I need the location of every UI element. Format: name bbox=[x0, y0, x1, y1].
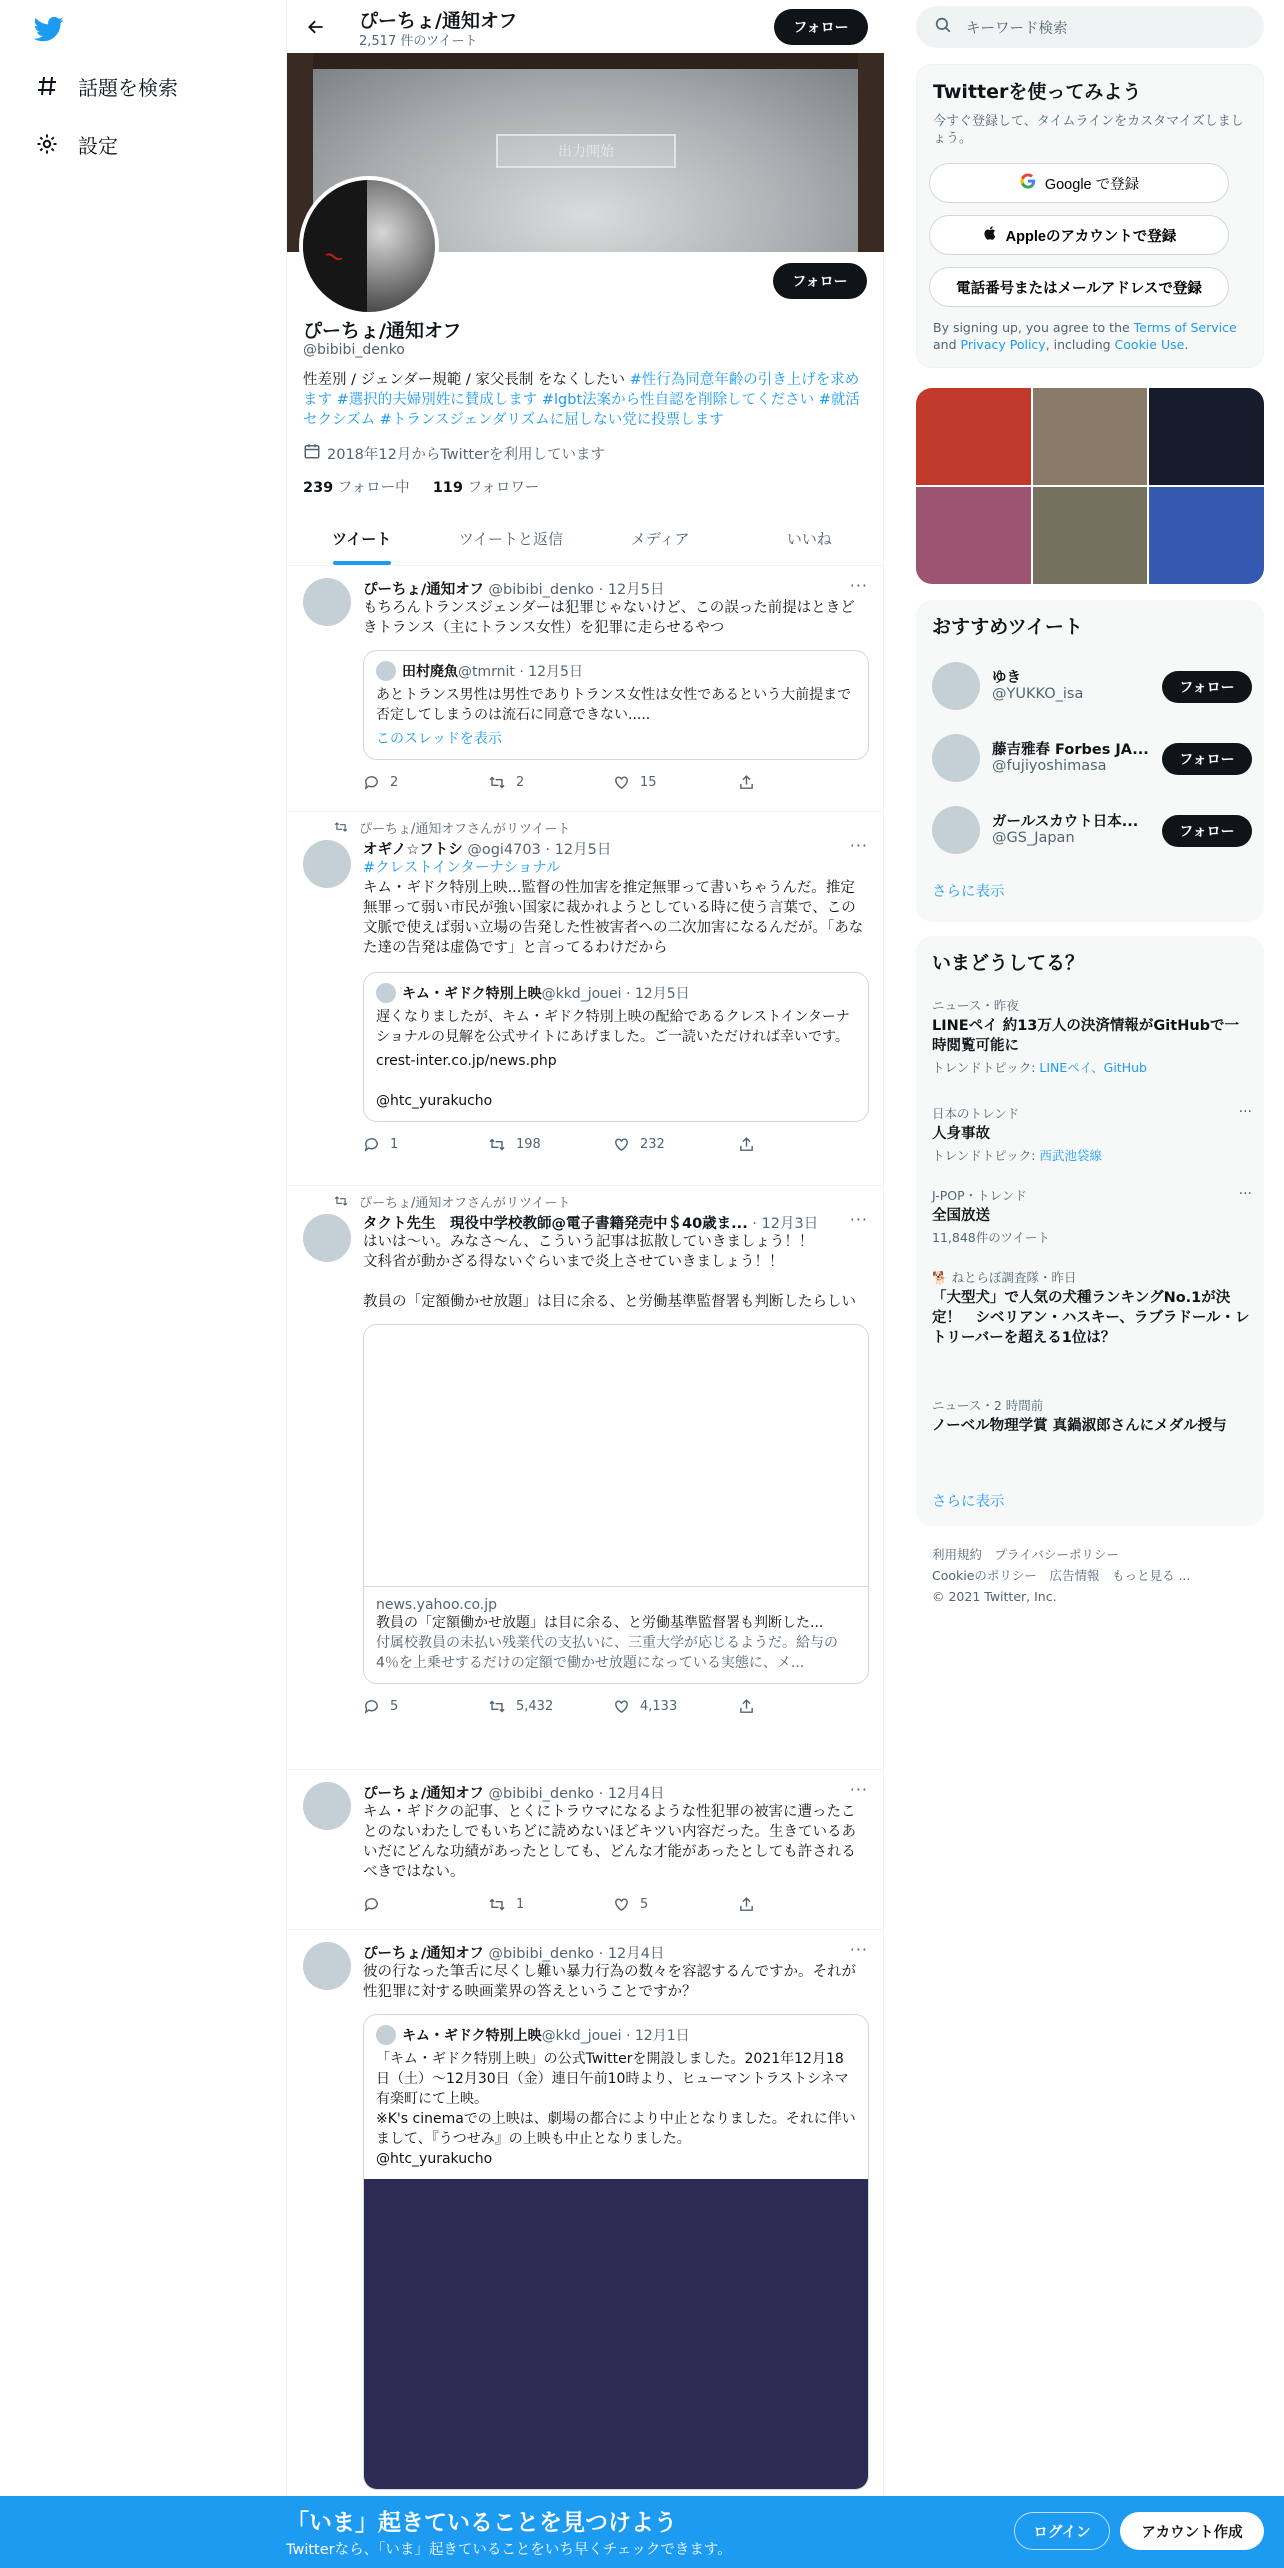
bio-hashtags[interactable]: #性行為同意年齢の引き上げを求めます #選択的夫婦別姓に賛成します #lgbt法案から性自認を削除してください #就活セクシズム #トランスジェンダリズムに屈しない党に投票します bbox=[303, 372, 860, 428]
quote-text-line: 「キム・ギドク特別上映」の公式Twitterを開設しました。2021年12月18日（土）～12月30日（金）連日午前10時より、ヒューマントラストシネマ有楽町にて上映。 bbox=[376, 2051, 849, 2107]
profile-header-bar bbox=[287, 0, 884, 53]
nav-settings[interactable] bbox=[34, 124, 118, 164]
reco-handle: @GS_Japan bbox=[992, 830, 1075, 846]
tweet-avatar[interactable] bbox=[303, 840, 351, 888]
share-icon bbox=[738, 1896, 755, 1913]
nav-explore-label: 話題を検索 bbox=[78, 75, 178, 100]
retweet-icon bbox=[488, 1136, 506, 1153]
footer-ads-link[interactable]: 広告情報 bbox=[1049, 1568, 1100, 1583]
more-icon[interactable]: ··· bbox=[849, 1940, 868, 1959]
trend-topics: トレンドトピック: 西武池袋線 bbox=[932, 1148, 1102, 1163]
search-icon bbox=[934, 16, 952, 38]
trend-title: 「大型犬」で人気の犬種ランキングNo.1が決定！ シベリアン・ハスキー、ラブラドール・レトリーバーを超える1位は？ bbox=[932, 1290, 1250, 1346]
banner-sign: 出力開始 bbox=[496, 134, 676, 168]
tweet-author[interactable]: ぴーちょ/通知オフ bbox=[363, 582, 484, 598]
quote-mention[interactable]: @htc_yurakucho bbox=[376, 1093, 493, 1109]
profile-follow-button[interactable]: フォロー bbox=[773, 263, 867, 299]
tweet-text: キム・ギドクの記事、とくにトラウマになるような性犯罪の被害に遭ったことのないわたしでもいちどに読めないほどキツい内容だった。生きているあいだにどんな功績があったとしても、どんな才能があったとしても許されるべきではない。 bbox=[363, 1804, 856, 1880]
reco-name[interactable]: ガールスカウト日本... bbox=[992, 814, 1139, 830]
retweet-button[interactable]: 2 bbox=[488, 772, 613, 792]
gear-icon bbox=[34, 131, 60, 157]
quote-author: キム・ギドク特別上映 bbox=[402, 986, 542, 1002]
banner-pillar-right bbox=[858, 53, 884, 252]
link-card-title: 教員の「定額働かせ放題」は目に余る、と労働基準監督署も判断した... bbox=[376, 1615, 824, 1631]
bottom-banner-subtitle: Twitterなら、「いま」起きていることをいち早くチェックできます。 bbox=[286, 2542, 732, 2558]
profile-bio bbox=[303, 370, 869, 430]
trend-item[interactable] bbox=[932, 1186, 1252, 1246]
share-button[interactable] bbox=[738, 1894, 863, 1914]
banner-beam bbox=[287, 53, 884, 69]
reply-icon bbox=[363, 1698, 380, 1715]
quote-avatar bbox=[376, 661, 396, 681]
header-tweet-count: 2,517 件のツイート bbox=[359, 34, 478, 49]
retweet-button[interactable]: 5,432 bbox=[488, 1696, 613, 1716]
quote-tweet[interactable] bbox=[363, 2014, 869, 2490]
retweet-icon bbox=[488, 1896, 506, 1913]
retweet-button[interactable]: 198 bbox=[488, 1134, 613, 1154]
tweet-text: キム・ギドク特別上映...監督の性加害を推定無罪って書いちゃうんだ。推定無罪って弱い市民が強い国家に裁かれようとしている時に使う言葉で、この文脈で使えば弱い立場の告発した性被害者への二次加害になるんだが。「あなた達の告発は虚偽です」と言ってるわけだから bbox=[363, 880, 864, 956]
heart-icon bbox=[613, 1896, 630, 1913]
like-button[interactable]: 4,133 bbox=[613, 1696, 738, 1716]
footer-copyright: © 2021 Twitter, Inc. bbox=[932, 1589, 1057, 1604]
quote-avatar bbox=[376, 983, 396, 1003]
reco-name[interactable]: ゆき bbox=[992, 670, 1021, 686]
trend-context: 🐕 ねとらぼ調査隊・昨日 bbox=[932, 1270, 1077, 1285]
trend-item[interactable] bbox=[932, 996, 1252, 1076]
trend-topics: トレンドトピック: LINEペイ、GitHub bbox=[932, 1060, 1147, 1075]
retweet-icon bbox=[333, 820, 349, 834]
reco-follow-button[interactable]: フォロー bbox=[1162, 743, 1252, 775]
tweet-actions bbox=[363, 772, 869, 792]
quote-meta: @kkd_jouei · 12月5日 bbox=[541, 986, 690, 1002]
tweet-author[interactable]: タクト先生 現役中学校教師@電子書籍発売中＄40歳ま... bbox=[363, 1216, 748, 1232]
apple-icon bbox=[982, 224, 998, 246]
reco-title: おすすめツイート bbox=[932, 616, 1083, 638]
signup-title: Twitterを使ってみよう bbox=[933, 81, 1142, 103]
tab-tweets[interactable]: ツイート bbox=[287, 512, 436, 565]
tweet-header bbox=[363, 838, 869, 858]
reco-user[interactable] bbox=[932, 660, 1252, 712]
back-arrow-icon[interactable] bbox=[301, 12, 331, 42]
signup-subtitle: 今すぐ登録して、タイムラインをカスタマイズしましょう。 bbox=[933, 114, 1244, 146]
tweet-text-line: はいは〜い。みなさ〜ん、こういう記事は拡散していきましょう！！ bbox=[363, 1234, 814, 1250]
more-icon[interactable]: ··· bbox=[849, 836, 868, 855]
footer-terms-link[interactable]: 利用規約 bbox=[932, 1547, 983, 1562]
quote-meta: @tmrnit · 12月5日 bbox=[458, 664, 583, 680]
media-thumbnail[interactable] bbox=[1149, 388, 1264, 485]
recommended-panel bbox=[916, 600, 1264, 922]
trend-item[interactable] bbox=[932, 1268, 1252, 1348]
terms-link[interactable]: Terms of Service bbox=[1133, 320, 1237, 335]
signup-panel bbox=[916, 64, 1264, 368]
media-thumbnail[interactable] bbox=[916, 388, 1031, 485]
quote-author: キム・ギドク特別上映 bbox=[402, 2028, 542, 2044]
tweet-author[interactable]: ぴーちょ/通知オフ bbox=[363, 1946, 484, 1962]
reco-follow-button[interactable]: フォロー bbox=[1162, 671, 1252, 703]
share-button[interactable] bbox=[738, 1134, 863, 1154]
trend-item[interactable] bbox=[932, 1104, 1252, 1164]
tweet-actions bbox=[363, 1696, 869, 1716]
quote-text: 遅くなりましたが、キム・ギドク特別上映の配給であるクレストインターナショナルの見解を公式サイトにあげました。ご一読いただければ幸いです。 bbox=[376, 1009, 850, 1045]
footer-links bbox=[932, 1544, 1252, 1607]
retweeted-by: ぴーちょ/通知オフさんがリツイート bbox=[333, 1192, 570, 1210]
tweet-text: もちろんトランスジェンダーは犯罪じゃないけど、この誤った前提はときどきトランス（主にトランス女性）を犯罪に走らせるやつ bbox=[363, 600, 855, 636]
tweet-meta: @bibibi_denko · 12月4日 bbox=[483, 1946, 665, 1962]
tweet-author[interactable]: ぴーちょ/通知オフ bbox=[363, 1786, 484, 1802]
reco-user[interactable] bbox=[932, 732, 1252, 784]
bio-text: 性差別 / ジェンダー規範 / 家父長制 をなくしたい bbox=[303, 372, 630, 388]
twitter-logo-icon[interactable] bbox=[34, 14, 64, 44]
dog-icon: 🐕 bbox=[932, 1270, 952, 1285]
reco-user[interactable] bbox=[932, 804, 1252, 856]
quote-text-line: ※K's cinemaでの上映は、劇場の都合により中止となりました。それに伴いまして、『うつせみ』の上映も中止となりました。 bbox=[376, 2111, 856, 2147]
quote-mention[interactable]: @htc_yurakucho bbox=[376, 2151, 493, 2167]
trend-context: ニュース・2 時間前 bbox=[932, 1398, 1044, 1413]
google-signup-button[interactable]: Google で登録 bbox=[929, 163, 1229, 203]
reply-icon bbox=[363, 1136, 380, 1153]
media-grid bbox=[916, 388, 1264, 584]
reply-icon bbox=[363, 1896, 380, 1913]
tweet-actions bbox=[363, 1894, 869, 1914]
reco-follow-button[interactable]: フォロー bbox=[1162, 815, 1252, 847]
hashtag-icon bbox=[34, 73, 60, 99]
calendar-icon bbox=[303, 442, 321, 464]
profile-tabs bbox=[287, 512, 884, 566]
tweet-meta: @ogi4703 · 12月5日 bbox=[462, 842, 612, 858]
reco-handle: @YUKKO_isa bbox=[992, 686, 1084, 702]
follow-stats bbox=[303, 476, 539, 497]
footer-cookie-link[interactable]: Cookieのポリシー bbox=[932, 1568, 1037, 1583]
main-column bbox=[286, 0, 884, 2568]
tweet-header bbox=[363, 1212, 869, 1232]
tweet-meta: @bibibi_denko · 12月4日 bbox=[483, 1786, 665, 1802]
reco-name[interactable]: 藤吉雅春 Forbes JA... bbox=[992, 742, 1149, 758]
google-icon bbox=[1019, 172, 1037, 194]
media-thumbnail[interactable] bbox=[1033, 388, 1148, 485]
nav-explore[interactable] bbox=[34, 66, 178, 106]
tweet-header bbox=[363, 578, 869, 598]
quote-text: あとトランス男性は男性でありトランス女性は女性であるという大前提まで否定してしまうのは流石に同意できない..... bbox=[376, 687, 852, 723]
footer-privacy-link[interactable]: プライバシーポリシー bbox=[994, 1547, 1119, 1562]
share-icon bbox=[738, 1136, 755, 1153]
share-button[interactable] bbox=[738, 772, 863, 792]
quote-url[interactable]: crest-inter.co.jp/news.php bbox=[376, 1053, 557, 1069]
search-input[interactable]: キーワード検索 bbox=[966, 20, 1068, 37]
search-bar[interactable] bbox=[916, 6, 1264, 48]
reco-handle: @fujiyoshimasa bbox=[992, 758, 1107, 774]
more-icon[interactable]: ··· bbox=[849, 1210, 868, 1229]
reply-button[interactable]: 2 bbox=[363, 772, 488, 792]
quote-author: 田村廃魚 bbox=[402, 664, 458, 680]
joined-text: 2018年12月からTwitterを利用しています bbox=[327, 446, 605, 463]
tweet[interactable] bbox=[287, 1930, 884, 2496]
tab-media[interactable]: メディア bbox=[630, 530, 690, 548]
profile-handle: @bibibi_denko bbox=[303, 342, 405, 358]
trend-context: 日本のトレンド bbox=[932, 1106, 1020, 1121]
tab-tweets-replies[interactable]: ツイートと返信 bbox=[458, 530, 563, 548]
more-icon[interactable]: ··· bbox=[849, 1780, 868, 1799]
like-button[interactable]: 5 bbox=[613, 1894, 738, 1914]
avatar-red-mark: ~ bbox=[318, 239, 350, 275]
trends-panel bbox=[916, 936, 1264, 1526]
quote-media-image[interactable] bbox=[364, 2179, 868, 2489]
retweet-icon bbox=[488, 1698, 506, 1715]
reco-avatar[interactable] bbox=[932, 806, 980, 854]
retweet-icon bbox=[333, 1194, 349, 1208]
nav-settings-label: 設定 bbox=[78, 133, 118, 158]
reply-button[interactable]: 5 bbox=[363, 1696, 488, 1716]
show-thread-link[interactable]: このスレッドを表示 bbox=[376, 731, 502, 747]
tab-likes[interactable]: いいね bbox=[786, 530, 832, 548]
quote-tweet[interactable] bbox=[363, 650, 869, 760]
tweet[interactable] bbox=[287, 566, 884, 812]
bottom-signup-banner bbox=[0, 2496, 1284, 2568]
quote-meta: @kkd_jouei · 12月1日 bbox=[541, 2028, 690, 2044]
apple-signup-button[interactable]: Appleのアカウントで登録 bbox=[929, 215, 1229, 255]
tweet[interactable] bbox=[287, 1770, 884, 1930]
tweet-text-line: 文科省が動かざる得ないぐらいまで炎上させていきましょう！！ bbox=[363, 1254, 784, 1270]
trends-show-more-link[interactable]: さらに表示 bbox=[932, 1494, 1005, 1510]
profile-name: ぴーちょ/通知オフ bbox=[303, 320, 462, 342]
tweet-meta: · 12月3日 bbox=[747, 1216, 819, 1232]
trend-item[interactable] bbox=[932, 1396, 1252, 1436]
quote-tweet[interactable] bbox=[363, 972, 869, 1122]
following-link[interactable]: 239 フォロー中 bbox=[303, 480, 410, 496]
tweet-avatar[interactable] bbox=[303, 1942, 351, 1990]
footer-more-link[interactable]: もっと見る ... bbox=[1111, 1568, 1191, 1583]
share-button[interactable] bbox=[738, 1696, 863, 1716]
like-button[interactable]: 15 bbox=[613, 772, 738, 792]
reco-avatar[interactable] bbox=[932, 734, 980, 782]
trend-tweet-count: 11,848件のツイート bbox=[932, 1230, 1050, 1245]
link-card-description: 付属校教員の未払い残業代の支払いに、三重大学が応じるようだ。給与の4％を上乗せするだけの定額で働かせ放題になっている実態に、メ... bbox=[376, 1635, 838, 1671]
profile-joined bbox=[303, 442, 605, 464]
tweet-avatar[interactable] bbox=[303, 1214, 351, 1262]
trend-title: LINEペイ 約13万人の決済情報がGitHubで一時閲覧可能に bbox=[932, 1018, 1240, 1054]
tweet-hashtag[interactable]: #クレストインターナショナル bbox=[363, 860, 561, 876]
more-icon[interactable]: ··· bbox=[1238, 1186, 1252, 1202]
trend-title: 全国放送 bbox=[932, 1208, 990, 1224]
heart-icon bbox=[613, 774, 630, 791]
reco-show-more-link[interactable]: さらに表示 bbox=[932, 884, 1005, 900]
heart-icon bbox=[613, 1698, 630, 1715]
bottom-banner-title: 「いま」起きていることを見つけよう bbox=[286, 2510, 677, 2536]
tweet-text-line: 教員の「定額働かせ放題」は目に余る、と労働基準監督署も判断したらしい bbox=[363, 1294, 856, 1310]
retweeted-by: ぴーちょ/通知オフさんがリツイート bbox=[333, 818, 570, 836]
profile-avatar[interactable] bbox=[299, 176, 439, 316]
tweet-meta: @bibibi_denko · 12月5日 bbox=[483, 582, 665, 598]
tweet-avatar[interactable] bbox=[303, 1782, 351, 1830]
header-name: ぴーちょ/通知オフ bbox=[359, 10, 518, 32]
link-card-domain: news.yahoo.co.jp bbox=[376, 1597, 497, 1613]
link-card-image bbox=[364, 1325, 868, 1587]
media-thumbnail[interactable] bbox=[1033, 487, 1148, 584]
quote-avatar bbox=[376, 2025, 396, 2045]
retweet-icon bbox=[488, 774, 506, 791]
like-button[interactable]: 232 bbox=[613, 1134, 738, 1154]
tweet-header bbox=[363, 1782, 869, 1802]
tweet-avatar[interactable] bbox=[303, 578, 351, 626]
trend-context: ニュース・昨夜 bbox=[932, 998, 1019, 1013]
phone-email-signup-button[interactable]: 電話番号またはメールアドレスで登録 bbox=[929, 267, 1229, 307]
trend-title: 人身事故 bbox=[932, 1126, 990, 1142]
cookie-link[interactable]: Cookie Use bbox=[1114, 337, 1185, 352]
share-icon bbox=[738, 774, 755, 791]
more-icon[interactable]: ··· bbox=[849, 576, 868, 595]
reply-button[interactable] bbox=[363, 1894, 488, 1914]
heart-icon bbox=[613, 1136, 630, 1153]
more-icon[interactable]: ··· bbox=[1238, 1104, 1252, 1120]
reply-button[interactable]: 1 bbox=[363, 1134, 488, 1154]
privacy-link[interactable]: Privacy Policy bbox=[960, 337, 1046, 352]
tweet-author[interactable]: オギノ☆フトシ bbox=[363, 842, 463, 858]
trend-title: ノーベル物理学賞 真鍋淑郎さんにメダル授与 bbox=[932, 1418, 1227, 1434]
login-button[interactable]: ログイン bbox=[1014, 2512, 1110, 2550]
tweet[interactable] bbox=[287, 812, 884, 1186]
reply-icon bbox=[363, 774, 380, 791]
link-card[interactable] bbox=[363, 1324, 869, 1684]
retweet-button[interactable]: 1 bbox=[488, 1894, 613, 1914]
trends-title: いまどうしてる？ bbox=[932, 952, 1085, 974]
signup-legal: By signing up, you agree to the Terms of Service and Privacy Policy, including Cookie Use. bbox=[933, 320, 1237, 352]
header-follow-button[interactable]: フォロー bbox=[774, 9, 868, 45]
tweet-actions bbox=[363, 1134, 869, 1154]
trend-context: J-POP・トレンド bbox=[932, 1188, 1027, 1203]
tweet[interactable] bbox=[287, 1186, 884, 1770]
reco-avatar[interactable] bbox=[932, 662, 980, 710]
media-thumbnail[interactable] bbox=[1149, 487, 1264, 584]
create-account-button[interactable]: アカウント作成 bbox=[1120, 2512, 1264, 2550]
tweet-header bbox=[363, 1942, 869, 1962]
tweet-text: 彼の行なった筆舌に尽くし難い暴力行為の数々を容認するんですか。それが性犯罪に対する映画業界の答えということですか？ bbox=[363, 1964, 856, 2000]
share-icon bbox=[738, 1698, 755, 1715]
media-thumbnail[interactable] bbox=[916, 487, 1031, 584]
followers-link[interactable]: 119 フォロワー bbox=[432, 480, 540, 496]
